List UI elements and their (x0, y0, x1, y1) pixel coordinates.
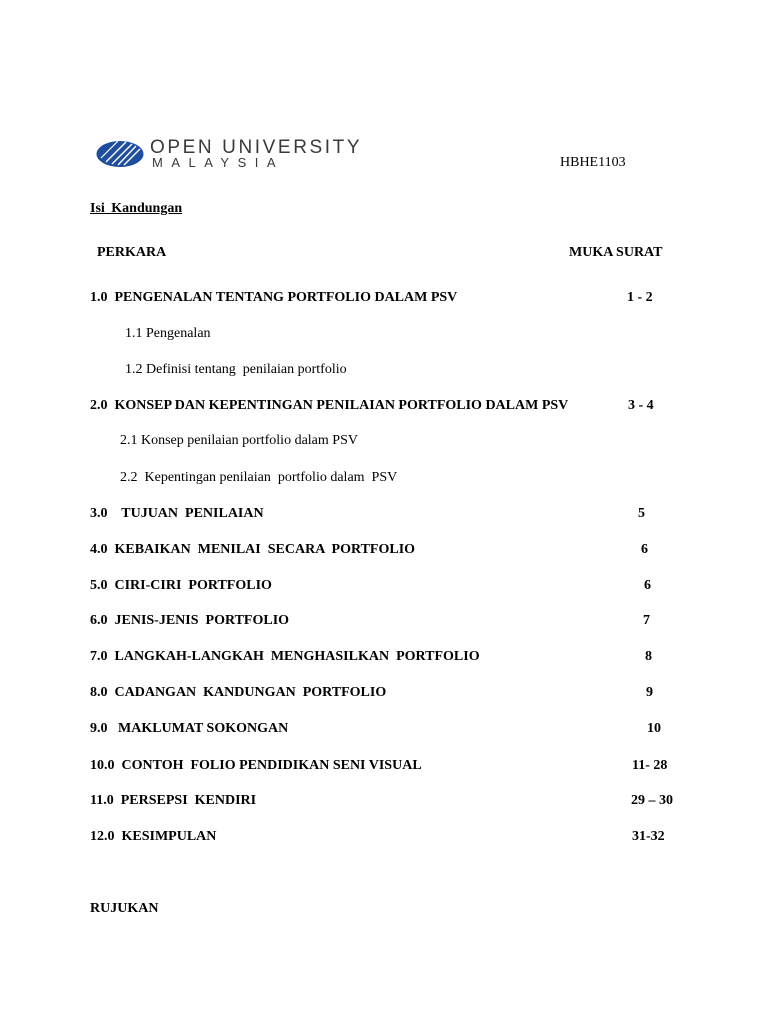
toc-entry-8: 8.0 CADANGAN KANDUNGAN PORTFOLIO (90, 685, 387, 700)
toc-entry-4: 4.0 KEBAIKAN MENILAI SECARA PORTFOLIO (90, 542, 416, 557)
toc-page-2: 3 - 4 (628, 398, 654, 413)
toc-page-10: 11- 28 (632, 758, 668, 773)
toc-page-8: 9 (646, 685, 653, 700)
toc-entry-6: 6.0 JENIS-JENIS PORTFOLIO (90, 613, 290, 628)
toc-references: RUJUKAN (90, 901, 159, 916)
toc-entry-1-1: 1.1 Pengenalan (125, 326, 211, 341)
logo-line-2: MALAYSIA (152, 155, 285, 170)
column-header-perkara: PERKARA (97, 245, 167, 260)
toc-entry-5: 5.0 CIRI-CIRI PORTFOLIO (90, 578, 272, 593)
toc-title: Isi Kandungan (90, 201, 183, 216)
toc-entry-1: 1.0 PENGENALAN TENTANG PORTFOLIO DALAM PSV (90, 290, 458, 305)
logo-line-1: OPEN UNIVERSITY (150, 137, 363, 158)
toc-entry-2-2: 2.2 Kepentingan penilaian portfolio dalam PSV (120, 470, 398, 485)
toc-page-12: 31-32 (632, 829, 665, 844)
course-code: HBHE1103 (560, 155, 626, 170)
toc-page-6: 7 (643, 613, 650, 628)
toc-entry-11: 11.0 PERSEPSI KENDIRI (90, 793, 257, 808)
toc-page-7: 8 (645, 649, 652, 664)
toc-entry-10: 10.0 CONTOH FOLIO PENDIDIKAN SENI VISUAL (90, 758, 422, 773)
open-university-malaysia-logo (96, 136, 401, 172)
globe-logo-icon (97, 141, 144, 167)
column-header-muka-surat: MUKA SURAT (569, 245, 663, 260)
toc-page-3: 5 (638, 506, 645, 521)
toc-page-11: 29 – 30 (631, 793, 673, 808)
toc-entry-3: 3.0 TUJUAN PENILAIAN (90, 506, 264, 521)
toc-entry-2-1: 2.1 Konsep penilaian portfolio dalam PSV (120, 433, 358, 448)
toc-entry-9: 9.0 MAKLUMAT SOKONGAN (90, 721, 289, 736)
toc-entry-2: 2.0 KONSEP DAN KEPENTINGAN PENILAIAN PORTFOLIO DALAM PSV (90, 398, 569, 413)
toc-page-5: 6 (644, 578, 651, 593)
toc-entry-12: 12.0 KESIMPULAN (90, 829, 217, 844)
toc-page-1: 1 - 2 (627, 290, 653, 305)
toc-entry-1-2: 1.2 Definisi tentang penilaian portfolio (125, 362, 347, 377)
toc-entry-7: 7.0 LANGKAH-LANGKAH MENGHASILKAN PORTFOLIO (90, 649, 480, 664)
toc-page-4: 6 (641, 542, 648, 557)
toc-page-9: 10 (647, 721, 661, 736)
